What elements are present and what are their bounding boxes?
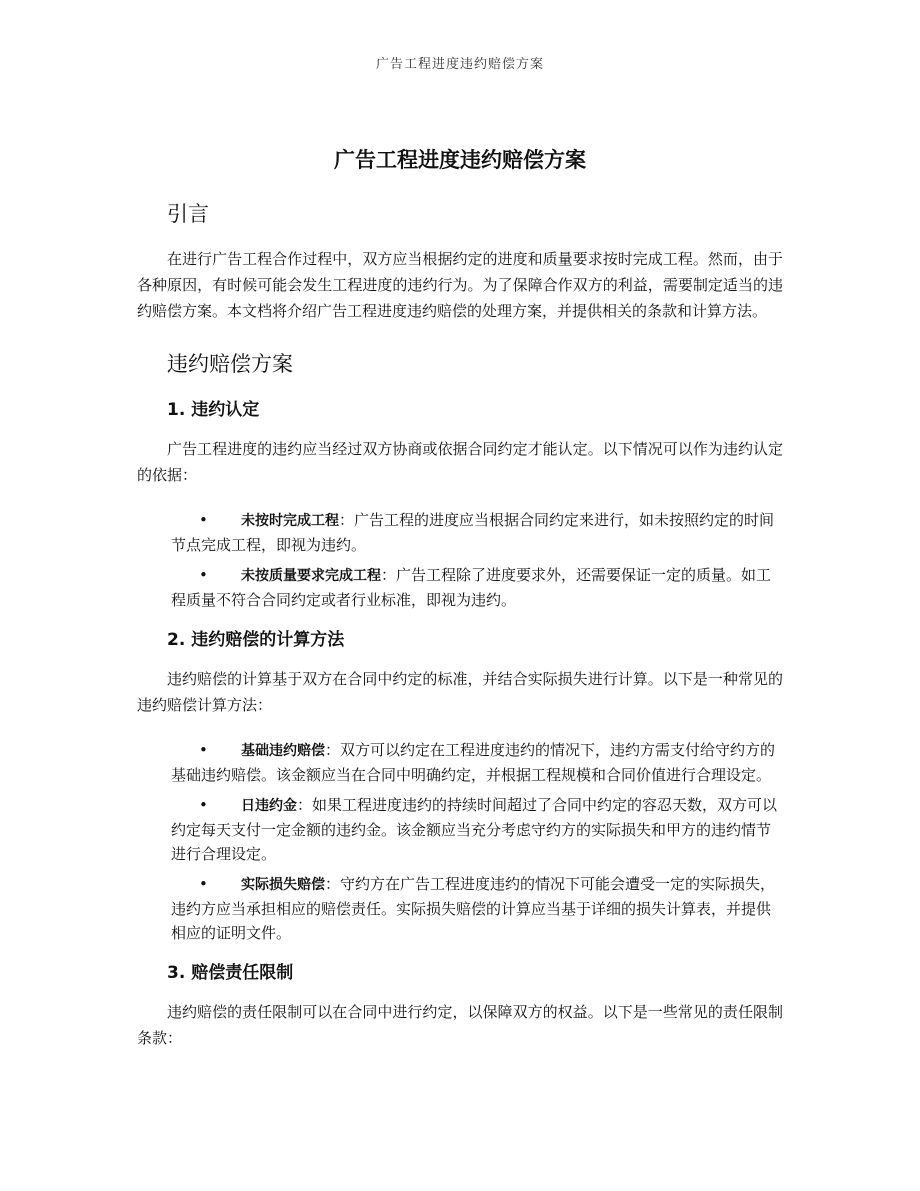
- section-heading: 1. 违约认定: [167, 400, 260, 420]
- section-paragraph: 广告工程进度的违约应当经过双方协商或依据合同约定才能认定。以下情况可以作为违约认定的依据：: [137, 440, 783, 484]
- item-text: ：双方可以约定在工程进度违约的情况下，违约方需支付给守约方的基础违约赔偿。该金额应当在合同中明确约定，并根据工程规模和合同价值进行合理设定。: [171, 741, 776, 784]
- section-paragraph: 违约赔偿的责任限制可以在合同中进行约定，以保障双方的权益。以下是一些常见的责任限制条款：: [137, 1003, 783, 1047]
- item-text: ：广告工程除了进度要求外，还需要保证一定的质量。如工程质量不符合合同约定或者行业标准，即视为违约。: [171, 566, 772, 609]
- bullet-list: [137, 738, 783, 945]
- item-term: 实际损失赔偿: [241, 877, 325, 893]
- intro-heading: 引言: [167, 202, 209, 226]
- item-text: ：如果工程进度违约的持续时间超过了合同中约定的容忍天数，双方可以约定每天支付一定金额的违约金。该金额应当充分考虑守约方的实际损失和甲方的违约情节进行合理设定。: [171, 796, 778, 863]
- item-text: ：广告工程的进度应当根据合同约定来进行，如未按照约定的时间节点完成工程，即视为违约。: [171, 511, 775, 554]
- section-heading: 3. 赔偿责任限制: [167, 963, 294, 983]
- item-term: 日违约金: [241, 798, 297, 814]
- bullet-icon: •: [199, 741, 208, 759]
- item-term: 未按时完成工程: [241, 513, 339, 529]
- section-paragraph: 违约赔偿的计算基于双方在合同中约定的标准，并结合实际损失进行计算。以下是一种常见的违约赔偿计算方法：: [137, 670, 783, 714]
- list-item: [171, 872, 783, 945]
- bullet-icon: •: [199, 511, 208, 529]
- document-body: [137, 140, 783, 1071]
- running-header: 广告工程进度违约赔偿方案: [375, 57, 544, 72]
- item-text: ：守约方在广告工程进度违约的情况下可能会遭受一定的实际损失，违约方应当承担相应的赔偿责任。实际损失赔偿的计算应当基于详细的损失计算表，并提供相应的证明文件。: [171, 875, 776, 942]
- item-term: 基础违约赔偿: [241, 743, 325, 759]
- bullet-list: [137, 508, 783, 612]
- item-term: 未按质量要求完成工程: [241, 568, 381, 584]
- section-heading: 2. 违约赔偿的计算方法: [167, 630, 345, 650]
- bullet-icon: •: [199, 796, 208, 814]
- list-item: [171, 793, 783, 866]
- intro-paragraph: 在进行广告工程合作过程中，双方应当根据约定的进度和质量要求按时完成工程。然而，由于各种原因，有时候可能会发生工程进度的违约行为。为了保障合作双方的利益，需要制定适当的违约赔偿方案。本文档将介绍广告工程进度违约赔偿的处理方案，并提供相关的条款和计算方法。: [137, 250, 783, 320]
- bullet-icon: •: [199, 566, 208, 584]
- plan-heading: 违约赔偿方案: [167, 352, 293, 376]
- document-title: 广告工程进度违约赔偿方案: [334, 148, 586, 172]
- list-item: [171, 563, 783, 612]
- bullet-icon: •: [199, 875, 208, 893]
- list-item: [171, 508, 783, 557]
- list-item: [171, 738, 783, 787]
